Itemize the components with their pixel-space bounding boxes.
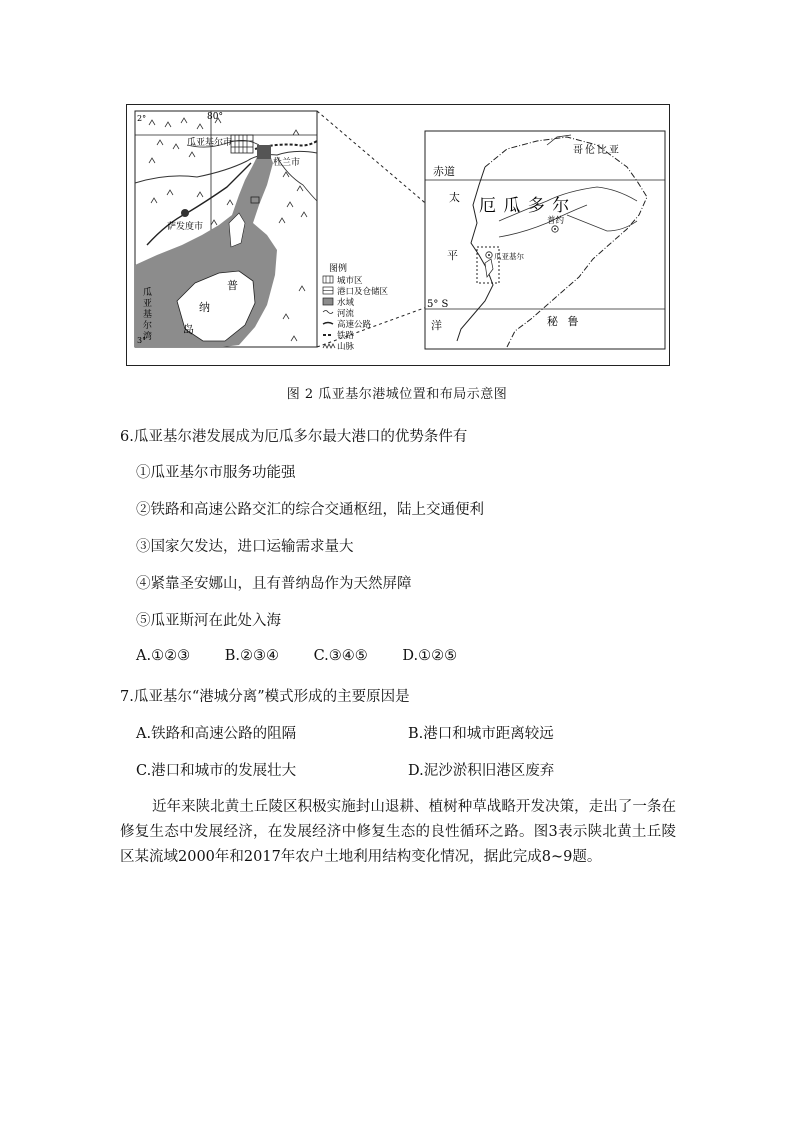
label-puyo: 普约 <box>547 216 565 226</box>
q7-option-a[interactable]: A.铁路和高速公路的阻隔 <box>136 726 297 742</box>
q6-stem: 6.瓜亚基尔港发展成为厄瓜多尔最大港口的优势条件有 <box>120 429 468 445</box>
label-ecuador: 厄 瓜 多 尔 <box>479 196 571 216</box>
q6-item-4: ④紧靠圣安娜山，且有普纳岛作为天然屏障 <box>136 576 412 592</box>
legend-item-railway: 铁路 <box>337 331 355 341</box>
q6-option-c[interactable]: C.③④⑤ <box>313 648 368 664</box>
label-yang: 洋 <box>431 319 442 332</box>
q7-stem: 7.瓜亚基尔“港城分离”模式形成的主要原因是 <box>120 689 410 705</box>
q7-option-b[interactable]: B.港口和城市距离较远 <box>408 726 554 742</box>
legend-item-mountain: 山脉 <box>337 342 355 352</box>
city-duran-label: 杜兰市 <box>273 158 301 168</box>
q7-option-c[interactable]: C.港口和城市的发展壮大 <box>136 763 297 779</box>
puna-label-3: 岛 <box>183 323 194 336</box>
legend-title: 图例 <box>329 264 348 274</box>
label-tai: 太 <box>449 191 460 204</box>
legend-item-port: 港口及仓储区 <box>337 287 389 297</box>
gulf-label-3: 基 <box>143 310 153 320</box>
label-colombia: 哥伦比亚 <box>573 145 621 156</box>
q6-item-1: ①瓜亚基尔市服务功能强 <box>136 465 296 481</box>
map-svg <box>127 105 671 367</box>
map-figure <box>126 104 670 366</box>
q6-option-b[interactable]: B.②③④ <box>224 648 279 664</box>
gulf-label-1: 瓜 <box>143 288 153 298</box>
gulf-label-5: 湾 <box>143 332 153 342</box>
puna-label-1: 普 <box>227 279 238 292</box>
q6-item-3: ③国家欠发达，进口运输需求量大 <box>136 539 354 555</box>
q6-option-a[interactable]: A.①②③ <box>136 648 191 664</box>
q7-option-d[interactable]: D.泥沙淤积旧港区废弃 <box>408 763 555 779</box>
city-samborondon-dot <box>181 209 189 217</box>
legend-item-river: 河流 <box>337 309 355 319</box>
legend-item-water: 水域 <box>337 298 355 308</box>
q6-item-2: ②铁路和高速公路交汇的综合交通枢纽，陆上交通便利 <box>136 502 484 518</box>
lat-bottom-label: 3° <box>137 336 147 345</box>
label-peru: 秘 鲁 <box>547 315 582 328</box>
gulf-label-2: 亚 <box>143 299 153 309</box>
intro-paragraph: 近年来陕北黄土丘陵区积极实施封山退耕、植树种草战略开发决策，走出了一条在修复生态中发展经济，在发展经济中修复生态的良性循环之路。图3表示陕北黄土丘陵区某流域2000年和2017年农户土地利用结构变化情况，据此完成8~9题。 <box>120 799 676 865</box>
left-map <box>135 111 389 352</box>
q6-option-d[interactable]: D.①②⑤ <box>402 648 458 664</box>
gulf-label-4: 尔 <box>143 321 153 331</box>
puna-label-2: 纳 <box>199 301 210 314</box>
label-equator: 赤道 <box>433 165 455 178</box>
right-map <box>425 131 665 349</box>
city-guayaquil-label: 瓜亚基尔市 <box>187 138 233 148</box>
figure-caption: 图 2 瓜亚基尔港城位置和布局示意图 <box>286 387 508 402</box>
label-lat-5s: 5° S <box>427 299 449 310</box>
lat-top-label: 2° <box>137 114 147 123</box>
city-samborondon-label: 萨发度市 <box>167 222 204 232</box>
q6-options <box>136 648 487 664</box>
q6-item-5: ⑤瓜亚斯河在此处入海 <box>136 613 281 629</box>
legend-item-city: 城市区 <box>337 276 363 286</box>
lon-label: 80° <box>207 112 223 122</box>
label-guayaquil: 瓜亚基尔 <box>494 252 524 261</box>
city-duran-block <box>257 145 271 159</box>
legend-item-highway: 高速公路 <box>337 320 372 330</box>
legend <box>323 262 389 352</box>
label-ping: 平 <box>447 249 458 262</box>
